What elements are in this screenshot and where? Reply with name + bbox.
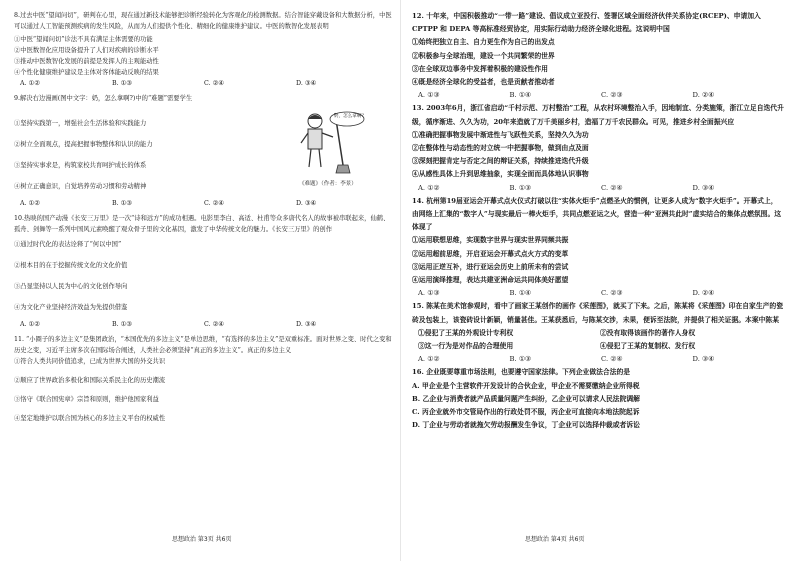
question-8-option-4: ④个性化健康维护建议是主体对客体能动反映的结果 <box>14 69 159 76</box>
question-9-answer-a: A. ①② <box>20 200 40 207</box>
question-10-answer-a: A. ①② <box>20 321 40 328</box>
question-14-option-1: ①运用联想思维，实现数字世界与现实世界同频共振 <box>412 236 569 245</box>
question-11-option-1: ①符合人类共同价值追求，已成为世界大国的外交共识 <box>14 358 166 365</box>
question-15-option-2: ②没有取得该画作的著作人身权 <box>600 328 696 337</box>
question-10-answers <box>20 319 394 330</box>
question-9-option-2: ②树立全面观点，提高把握事物整体和认识的能力 <box>14 141 153 148</box>
question-15-answer-a: A. ①② <box>418 355 440 364</box>
question-13-option-3: ③深刻把握肯定与否定之间的辩证关系，持续推进迭代升级 <box>412 157 589 166</box>
question-13-answers <box>418 182 784 195</box>
question-8-answer-c: C. ②④ <box>204 80 224 87</box>
question-10-answer-c: C. ②④ <box>204 321 224 328</box>
question-14-answer-c: C. ②③ <box>601 289 623 298</box>
question-13-answer-a: A. ①② <box>418 183 440 192</box>
question-14-stem: 14. 杭州第19届亚运会开幕式点火仪式打破以往“实体火炬手”点燃圣火的惯例，让更多人成为“数字火炬手”。开幕式上，由网络上汇集的“数字人”与现实最后一棒火炬手，共同点燃亚运之火，营造一种“亚洲共此时”虚实结合的集体点燃氛围。这体现了 <box>412 196 782 232</box>
cartoon-caption: 《难题》（作者：李景） <box>299 181 357 187</box>
question-9-answers <box>20 198 394 209</box>
question-12-answers <box>418 89 784 102</box>
question-10-stem: 10.热映的国产动漫《长安三万里》是一次“诗和远方”的成功相遇。电影里李白、高适、杜甫等众多唐代名人的故事被串联起来，仙鹤、孤舟、剑舞等一系列中国风元素唤醒了观众骨子里的文化基因，激发了中华传统文化的魅力。《长安三万里》的创作 <box>14 215 390 233</box>
question-9-option-1: ①坚持实践第一，增强社会生活体验和实践能力 <box>14 120 147 127</box>
question-15 <box>412 300 784 366</box>
question-13-answer-b: B. ①③ <box>509 183 532 192</box>
question-10 <box>14 213 394 330</box>
question-15-stem: 15. 陈某在美术馆参观时，看中了画家王某创作的画作《采莲图》，就买了下来。之后，陈某将《采莲图》印在自家生产的瓷砖及包装上，该瓷砖设计新颖，销量甚佳。王某获悉后，与陈某交涉，未果，便诉至法院，并提供了相关证据。本案中陈某 <box>412 302 784 324</box>
question-14-answers <box>418 287 784 300</box>
question-13 <box>412 102 784 194</box>
question-9-option-4: ④树立正确意识，自觉培养劳动习惯和劳动精神 <box>14 183 147 190</box>
question-12-option-4: ④既是经济全球化的受益者，也是贡献者推动者 <box>412 78 555 87</box>
question-8-answers <box>20 78 394 89</box>
question-15-option-1: ①侵犯了王某的外观设计专利权 <box>418 328 514 337</box>
question-15-option-3: ③这一行为是对作品的合理使用 <box>418 342 514 351</box>
question-16-option-a: A. 甲企业是个主营软件开发设计的合伙企业，甲企业不需要缴纳企业所得税 <box>412 381 640 390</box>
right-page-column <box>412 10 784 433</box>
question-14-answer-a: A. ①③ <box>418 289 440 298</box>
question-8-option-2: ②中医数智化应用设备提升了人们对疾病的诊断水平 <box>14 47 159 54</box>
question-11-option-4: ④坚定地维护以联合国为核心的多边主义平台的权威性 <box>14 415 166 422</box>
question-15-option-4: ④侵犯了王某的复制权、发行权 <box>600 342 696 351</box>
question-15-answer-d: D. ③④ <box>692 355 715 364</box>
question-14-option-2: ②运用超前思维，开启亚运会开幕式点火方式的变革 <box>412 249 569 258</box>
question-14-answer-b: B. ①④ <box>509 289 532 298</box>
question-10-answer-b: B. ①③ <box>112 321 132 328</box>
question-8-option-3: ③推动中医数智化发展的前提是发挥人的主观能动性 <box>14 58 159 65</box>
question-14-answer-d: D. ②④ <box>692 289 715 298</box>
question-13-stem: 13. 2003年6月，浙江省启动“千村示范、万村整治”工程，从农村环境整治入手，因地制宜、分类施策，浙江立足自迭代升级，循序渐进、久久为功，20年来造就了万千美丽乡村，造福了万千农民群众。可见，推进乡村全面振兴应 <box>412 104 784 126</box>
question-11-option-2: ②顺应了世界政治多极化和国际关系民主化的历史潮流 <box>14 377 166 384</box>
question-14-option-3: ③运用正逆互补，进行亚运会历史上前所未有的尝试 <box>412 262 569 271</box>
question-12-option-1: ①始终把独立自主、自力更生作为自己的出发点 <box>412 38 555 47</box>
question-9-option-3: ③坚持实事求是，构筑家校共育呵护成长的体系 <box>14 162 147 169</box>
question-16 <box>412 366 784 432</box>
question-10-option-2: ②根本目的在于挖掘传统文化的文化价值 <box>14 262 128 269</box>
question-13-option-4: ④从感性具体上升到思维抽象，实现全面而具体地认识事物 <box>412 170 589 179</box>
question-10-option-3: ③凸显坚持以人民为中心的文化创作导向 <box>14 283 128 290</box>
question-9-answer-c: C. ②④ <box>204 200 224 207</box>
question-8-stem: 8.过去中医“望闻问切”，研判在心里，现在通过新技术能够把诊断经验转化为客观化的检测数据。结合智能穿戴设备和大数据分析，中医可以通过人工智能预测疾病的发生风险，从而为人们提供个性化、精细化的健康维护建议。中医的数智化发展表明 <box>14 12 392 30</box>
question-15-answers <box>418 353 784 366</box>
question-13-option-1: ①准确把握事物发展中渐进性与飞跃性关系，坚持久久为功 <box>412 130 589 139</box>
page-divider <box>400 0 401 561</box>
question-9-answer-b: B. ①③ <box>112 200 132 207</box>
question-13-answer-c: C. ②④ <box>601 183 623 192</box>
question-13-answer-d: D. ③④ <box>692 183 715 192</box>
cartoon-speech-text: 奶，怎么拿啊？ <box>333 114 367 119</box>
question-9 <box>14 93 394 209</box>
left-page-footer: 思想政治 第3页 共6页 <box>172 536 232 543</box>
question-12-option-3: ③在全球双边事务中发挥着积极的建设性作用 <box>412 64 548 73</box>
question-15-answer-b: B. ①③ <box>509 355 532 364</box>
question-14-option-4: ④运用演绎推理，表达共建亚洲命运共同体美好愿望 <box>412 276 569 285</box>
question-9-stem: 9.解决右边漫画(图中文字：奶，怎么拿啊?)中的“难题”需要学生 <box>14 95 193 102</box>
question-14 <box>412 195 784 301</box>
question-11-stem: 11. “小圈子的多边主义”是集团政治，“本国优先的多边主义”是单边思维，“有选择的多边主义”是双重标准。面对世界之变、时代之变和历史之变，习近平主席多次在国际场合阐述，人类社会必须坚持“真正的多边主义”。真正的多边主义 <box>14 336 392 354</box>
question-13-option-2: ②在整体性与动态性的对立统一中把握事物，做到由点及面 <box>412 144 589 153</box>
question-16-option-b: B. 乙企业与消费者就产品质量问题产生纠纷，乙企业可以请求人民法院调解 <box>412 394 640 403</box>
question-8 <box>14 10 394 89</box>
left-page-column <box>14 10 394 424</box>
question-12-answer-d: D. ②④ <box>692 91 715 100</box>
question-12-answer-b: B. ①④ <box>509 91 532 100</box>
question-9-answer-d: D. ③④ <box>296 200 317 207</box>
question-10-answer-d: D. ③④ <box>296 321 317 328</box>
question-12 <box>412 10 784 102</box>
question-10-option-1: ①通过时代化的表达诠释了“何以中国” <box>14 241 122 248</box>
question-12-answer-a: A. ①③ <box>418 91 440 100</box>
question-8-answer-d: D. ③④ <box>296 80 317 87</box>
question-16-option-d: D. 丁企业与劳动者就拖欠劳动报酬发生争议，丁企业可以选择仲裁或者诉讼 <box>412 421 640 430</box>
question-16-option-c: C. 丙企业就外市交管局作出的行政处罚不服，丙企业可直接向本地法院起诉 <box>412 408 640 417</box>
question-11-option-3: ③恪守《联合国宪章》宗旨和原则，维护他国家利益 <box>14 396 159 403</box>
right-page-footer: 思想政治 第4页 共6页 <box>525 536 585 543</box>
question-16-stem: 16. 企业既要尊重市场法则，也要遵守国家法律。下列企业做法合法的是 <box>412 368 631 377</box>
question-11 <box>14 334 394 424</box>
question-8-answer-a: A. ①② <box>20 80 40 87</box>
question-15-answer-c: C. ②④ <box>601 355 623 364</box>
question-12-answer-c: C. ②③ <box>601 91 623 100</box>
question-8-option-1: ①中医“望闻问切”诊法不具有满足主体需要的功能 <box>14 36 153 43</box>
question-12-option-2: ②积极参与全球治理，建设一个共同繁荣的世界 <box>412 51 555 60</box>
question-10-option-4: ④为文化产业坚持经济效益为先提供借鉴 <box>14 304 128 311</box>
question-12-stem: 12. 十年来，中国积极推动“一带一路”建设、倡议成立亚投行、签署区域全面经济伙伴关系协定(RCEP)、申请加入CPTPP 和 DEPA 等高标准经贸协定，用实际行动助力经济全球化进程。这说明中国 <box>412 12 761 34</box>
question-8-answer-b: B. ①③ <box>112 80 132 87</box>
